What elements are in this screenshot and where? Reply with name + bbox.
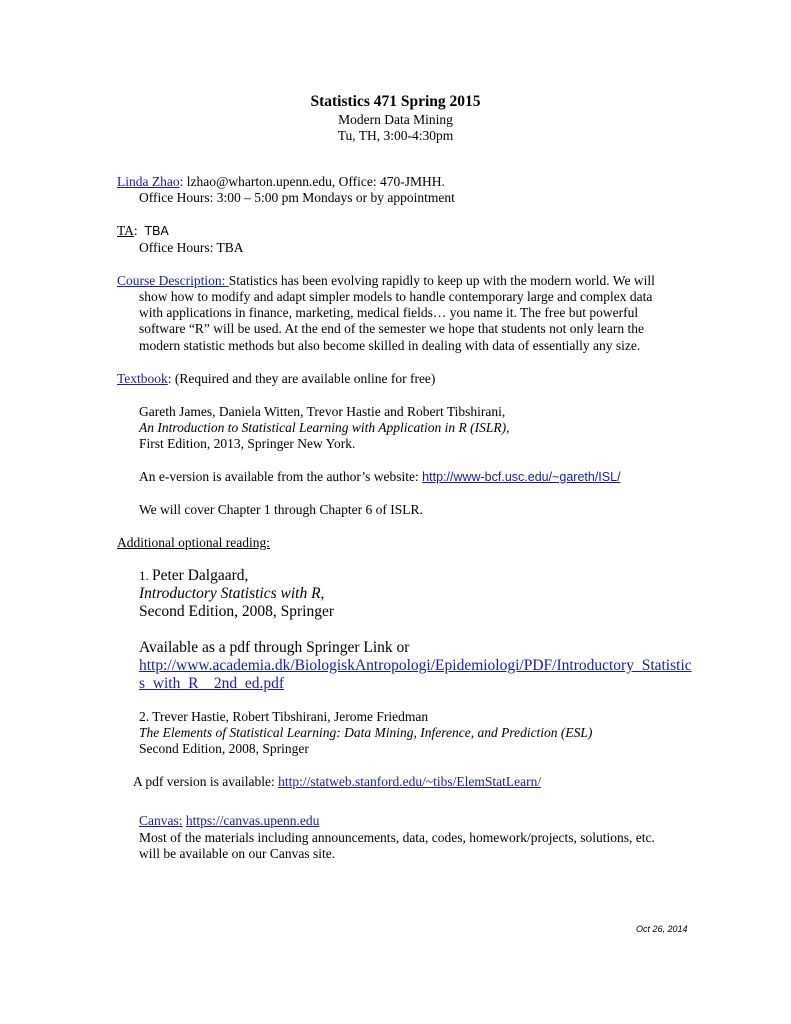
course-description-line2: show how to modify and adapt simpler models to handle contemporary large and complex data: [139, 289, 653, 304]
ta-office-hours: Office Hours: TBA: [139, 240, 244, 255]
instructor-line: [117, 174, 445, 190]
canvas-link[interactable]: https://canvas.upenn.edu: [185, 813, 320, 828]
textbook-note: : (Required and they are available online for free): [167, 371, 436, 386]
instructor-office-hours: Office Hours: 3:00 – 5:00 pm Mondays or by appointment: [139, 190, 455, 205]
course-description-line5: modern statistic methods but also become skilled in dealing with data of essentially any size.: [139, 338, 641, 353]
optional-item2-availability: A pdf version is available:: [133, 774, 279, 789]
optional-item1-url-line2[interactable]: s_with_R__2nd_ed.pdf: [139, 675, 285, 692]
optional-item2-title: The Elements of Statistical Learning: Data Mining, Inference, and Prediction (ESL): [139, 725, 593, 740]
optional-item2-edition: Second Edition, 2008, Springer: [139, 741, 309, 756]
ta-line: [117, 223, 169, 239]
optional-item2-link[interactable]: http://statweb.stanford.edu/~tibs/ElemStatLearn/: [278, 774, 542, 789]
course-subtitle: Modern Data Mining: [338, 112, 453, 127]
optional-item1-number: 1.: [139, 568, 152, 583]
optional-item1-availability: Available as a pdf through Springer Link or: [139, 639, 410, 656]
optional-reading-heading: Additional optional reading:: [117, 535, 270, 550]
textbook-ebook-link[interactable]: http://www-bcf.usc.edu/~gareth/ISL/: [422, 470, 621, 484]
textbook-edition: First Edition, 2013, Springer New York.: [139, 436, 356, 451]
canvas-description-line2: will be available on our Canvas site.: [139, 846, 336, 861]
optional-item2-availability-line: [133, 774, 541, 790]
ta-name: TBA: [144, 224, 169, 238]
optional-item1-author: Peter Dalgaard,: [152, 567, 249, 584]
textbook-title: An Introduction to Statistical Learning with Application in R (ISLR),: [139, 420, 510, 435]
course-description-line4: software “R” will be used. At the end of the semester we hope that students not only learn the: [139, 321, 644, 336]
course-schedule: Tu, TH, 3:00-4:30pm: [337, 128, 454, 143]
textbook-line: [117, 371, 435, 387]
optional-item1-title-line: [139, 585, 324, 603]
instructor-name-link[interactable]: Linda Zhao: [117, 174, 180, 189]
course-description-label[interactable]: Course Description:: [117, 273, 229, 288]
optional-item1-edition: Second Edition, 2008, Springer: [139, 603, 335, 620]
course-description-text1: Statistics has been evolving rapidly to keep up with the modern world. We will: [228, 273, 655, 288]
optional-item1-author-line: [139, 567, 248, 585]
instructor-contact: : lzhao@wharton.upenn.edu, Office: 470-JMHH.: [179, 174, 445, 189]
optional-item1-title-suffix: ,: [320, 585, 325, 602]
textbook-authors: Gareth James, Daniela Witten, Trevor Hastie and Robert Tibshirani,: [139, 404, 506, 419]
canvas-description-line1: Most of the materials including announcements, data, codes, homework/projects, solutions, etc.: [139, 830, 655, 845]
page-title: Statistics 471 Spring 2015: [310, 93, 481, 110]
optional-item2-authors: 2. Trever Hastie, Robert Tibshirani, Jerome Friedman: [139, 709, 429, 724]
optional-item1-title: Introductory Statistics with R: [139, 585, 321, 602]
ta-label: TA: [117, 223, 134, 238]
textbook-label[interactable]: Textbook: [117, 371, 168, 386]
textbook-ebook-text: An e-version is available from the author’s website:: [139, 469, 423, 484]
optional-item1-url-line1[interactable]: http://www.academia.dk/BiologiskAntropologi/Epidemiologi/PDF/Introductory_Statistic: [139, 657, 692, 674]
canvas-label[interactable]: Canvas:: [139, 813, 183, 828]
textbook-coverage: We will cover Chapter 1 through Chapter 6 of ISLR.: [139, 502, 423, 517]
textbook-ebook-line: [139, 469, 621, 485]
document-date: Oct 26, 2014: [636, 924, 688, 934]
course-description-line1: [117, 273, 655, 289]
canvas-line: [139, 813, 319, 829]
ta-sep: :: [133, 223, 138, 238]
course-description-line3: with applications in finance, marketing, medical fields… you name it. The free but powerful: [139, 305, 639, 320]
